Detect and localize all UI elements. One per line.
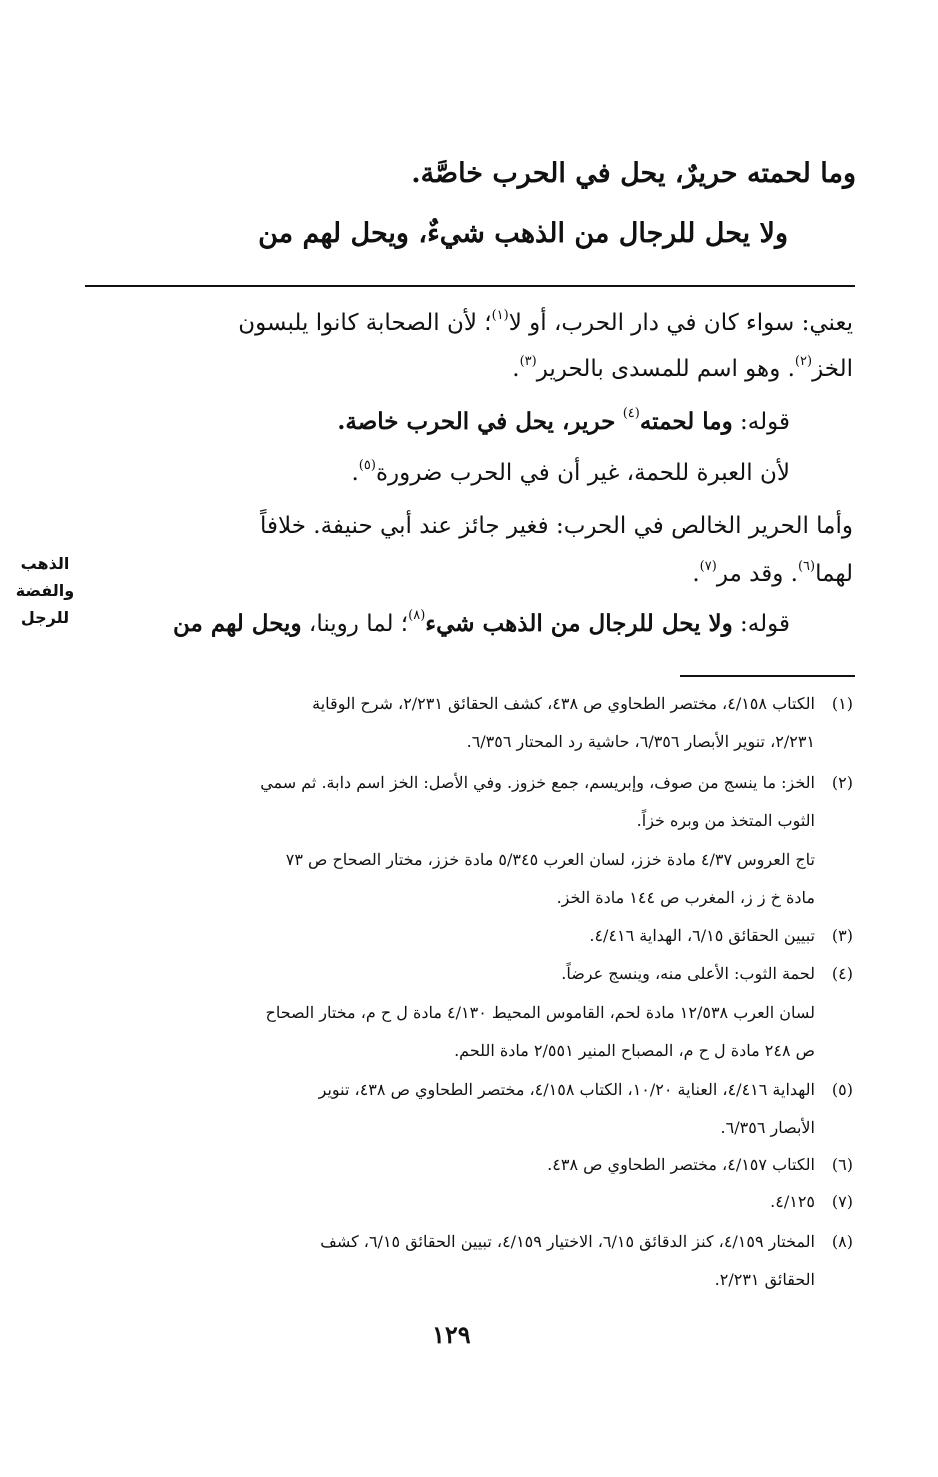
matn-line-1: وما لحمته حريرٌ، يحل في الحرب خاصَّة. (411, 158, 856, 189)
footnote-5: (٥)الهداية ٤/٤١٦، العناية ١٠/٢٠، الكتاب ٤/١٥٨، مختصر الطحاوي ص ٤٣٨، تنوير (318, 1080, 853, 1099)
footnote-3: (٣)تبيين الحقائق ٦/١٥، الهداية ٤/٤١٦. (589, 926, 853, 945)
commentary-p3-line1: وأما الحرير الخالص في الحرب: فغير جائز عند أبي حنيفة. خلافاً (260, 513, 853, 539)
footnote-1: (١)الكتاب ٤/١٥٨، مختصر الطحاوي ص ٤٣٨، كشف الحقائق ٢/٢٣١، شرح الوقاية (312, 694, 853, 713)
margin-note-line: للرجل (20, 608, 70, 627)
commentary-p1-line1: يعني: سواء كان في دار الحرب، أو لا$^{(١)}$؛ لأن الصحابة كانوا يلبسون (238, 308, 853, 336)
commentary-p1-line2: الخز$^{(٢)}$. وهو اسم للمسدى بالحرير$^{(٣)}$. (512, 354, 853, 382)
commentary-p3-line2: لهما$^{(٦)}$. وقد مر$^{(٧)}$. (692, 559, 853, 587)
footnote-4-line3: ص ٢٤٨ مادة ل ح م، المصباح المنير ٢/٥٥١ مادة اللحم. (454, 1041, 815, 1060)
footnote-2: (٢)الخز: ما ينسج من صوف، وإبريسم، جمع خزوز. وفي الأصل: الخز اسم دابة. ثم سمي (260, 773, 853, 792)
quote-2: قوله: ولا يحل للرجال من الذهب شيء$^{(٨)}$؛ لما روينا، ويحل لهم من (173, 608, 790, 637)
footnote-2-line4: مادة خ ز ز، المغرب ص ١٤٤ مادة الخز. (556, 888, 815, 907)
footnote-1-line2: ٢/٢٣١، تنوير الأبصار ٦/٣٥٦، حاشية رد المحتار ٦/٣٥٦. (466, 732, 815, 751)
margin-note-line: الذهب (20, 554, 70, 573)
commentary-p2: لأن العبرة للحمة، غير أن في الحرب ضرورة$^{(٥)}$. (351, 458, 790, 486)
footnote-7: (٧)٤/١٢٥. (770, 1192, 853, 1211)
footnote-6: (٦)الكتاب ٤/١٥٧، مختصر الطحاوي ص ٤٣٨. (547, 1155, 853, 1174)
footnote-divider (680, 675, 855, 677)
margin-note (14, 550, 76, 631)
footnote-8: (٨)المختار ٤/١٥٩، كنز الدقائق ٦/١٥، الاختيار ٤/١٥٩، تبيين الحقائق ٦/١٥، كشف (320, 1232, 853, 1251)
matn-divider (85, 285, 855, 287)
matn-line-2: ولا يحل للرجال من الذهب شيءٌ، ويحل لهم من (258, 218, 788, 249)
quote-1: قوله: وما لحمته$^{(٤)}$ حرير، يحل في الحرب خاصة. (337, 406, 790, 435)
footnote-4-line2: لسان العرب ١٢/٥٣٨ مادة لحم، القاموس المحيط ٤/١٣٠ مادة ل ح م، مختار الصحاح (265, 1003, 815, 1022)
footnote-2-line3: تاج العروس ٤/٣٧ مادة خزز، لسان العرب ٥/٣٤٥ مادة خزز، مختار الصحاح ص ٧٣ (285, 850, 815, 869)
page-number: ١٢٩ (432, 1320, 471, 1349)
footnote-4: (٤)لحمة الثوب: الأعلى منه، وينسج عرضاً. (561, 964, 853, 983)
footnote-5-line2: الأبصار ٦/٣٥٦. (720, 1118, 815, 1137)
margin-note-line: والفضة (15, 581, 75, 600)
footnote-8-line2: الحقائق ٢/٢٣١. (714, 1270, 815, 1289)
footnote-2-line2: الثوب المتخذ من وبره خزاً. (636, 811, 815, 830)
